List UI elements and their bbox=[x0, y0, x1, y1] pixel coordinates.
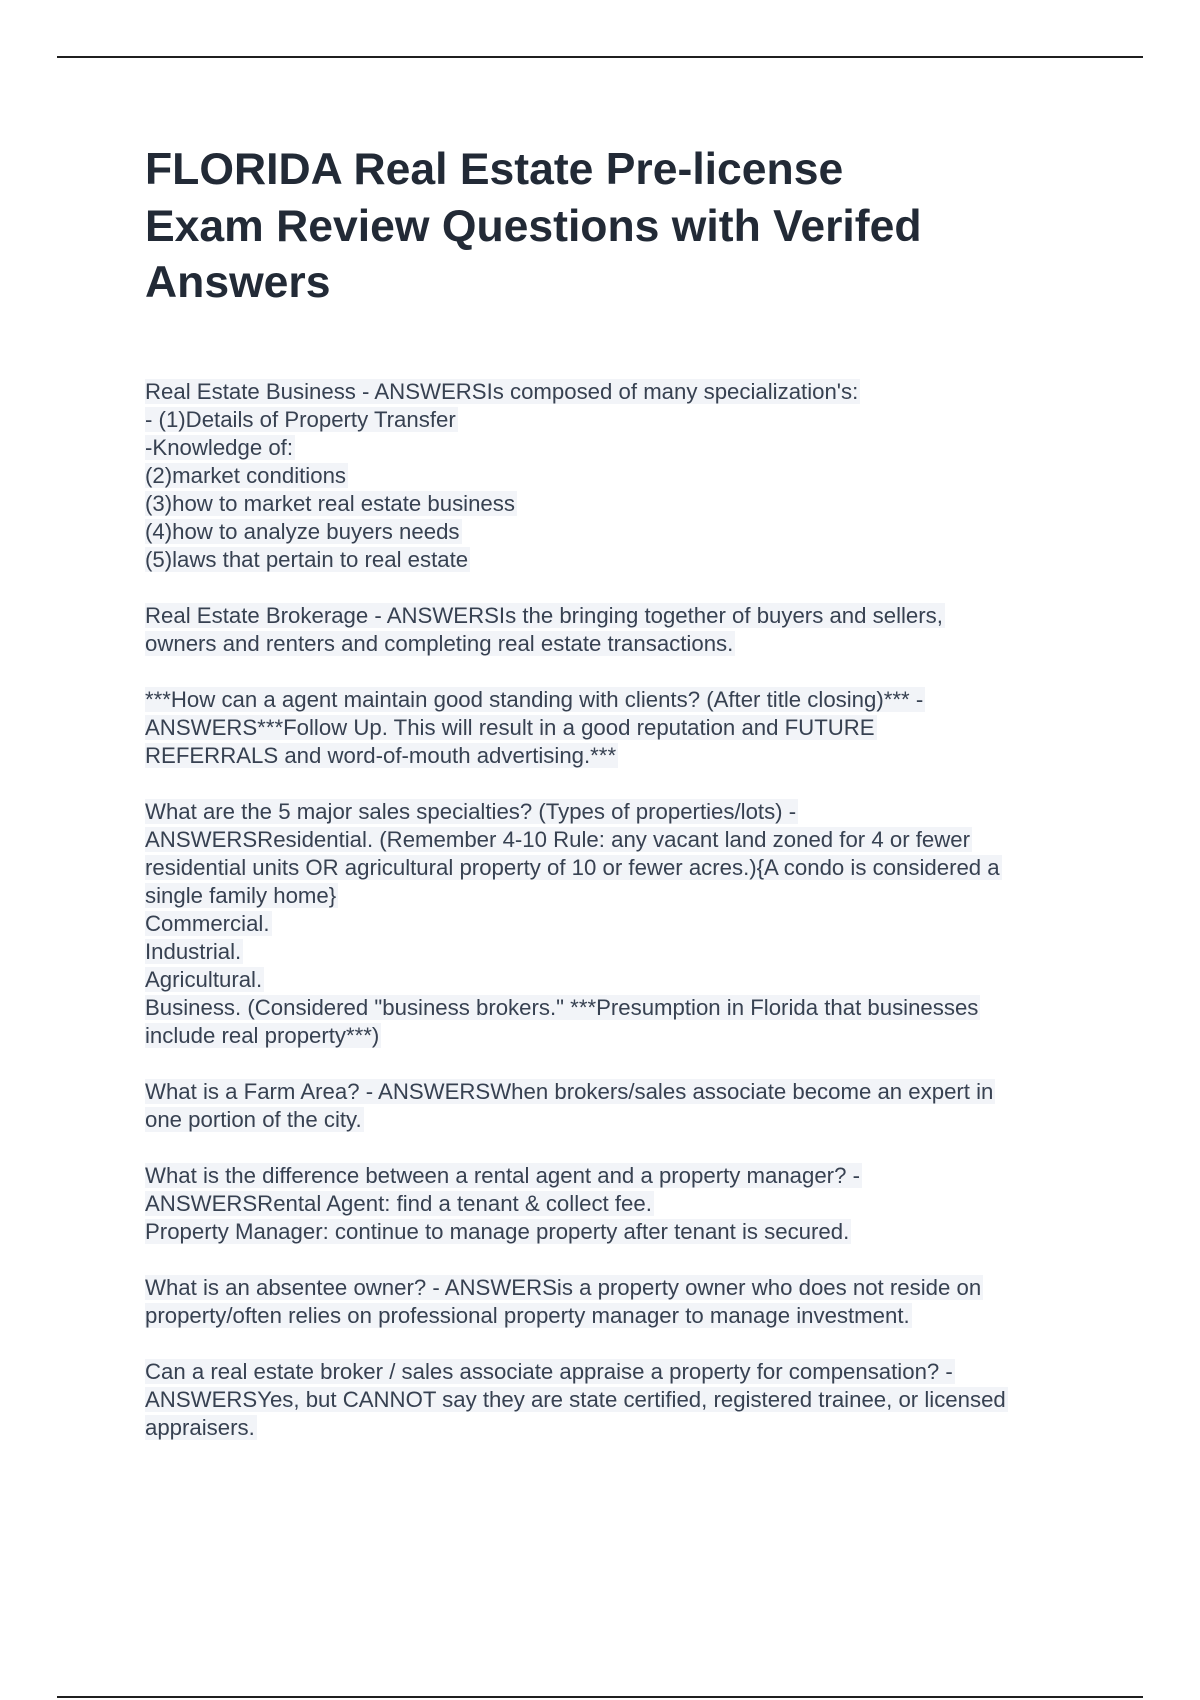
qa-line bbox=[145, 826, 1095, 854]
qa-line bbox=[145, 1302, 1095, 1330]
qa-line-text: (4)how to analyze buyers needs bbox=[145, 518, 460, 544]
qa-entry bbox=[145, 378, 1095, 574]
qa-line-text: What is the difference between a rental agent and a property manager? - bbox=[145, 1162, 860, 1188]
qa-line-text: one portion of the city. bbox=[145, 1106, 362, 1132]
qa-line bbox=[145, 1190, 1095, 1218]
qa-line-text: Business. (Considered "business brokers." ***Presumption in Florida that businesses bbox=[145, 994, 979, 1020]
qa-line-text: ANSWERSYes, but CANNOT say they are state certified, registered trainee, or licensed bbox=[145, 1386, 1006, 1412]
qa-line-text: Commercial. bbox=[145, 910, 270, 936]
bottom-rule bbox=[57, 1696, 1143, 1698]
qa-entry bbox=[145, 1358, 1095, 1442]
qa-list bbox=[145, 378, 1095, 1442]
qa-line bbox=[145, 434, 1095, 462]
qa-line-text: ANSWERS***Follow Up. This will result in a good reputation and FUTURE bbox=[145, 714, 875, 740]
qa-line bbox=[145, 742, 1095, 770]
qa-line bbox=[145, 1386, 1095, 1414]
qa-entry bbox=[145, 798, 1095, 1050]
qa-line bbox=[145, 910, 1095, 938]
qa-line-text: property/often relies on professional property manager to manage investment. bbox=[145, 1302, 910, 1328]
document-title bbox=[145, 142, 1095, 312]
qa-line bbox=[145, 1358, 1095, 1386]
qa-line-text: ANSWERSResidential. (Remember 4-10 Rule: any vacant land zoned for 4 or fewer bbox=[145, 826, 971, 852]
qa-line bbox=[145, 938, 1095, 966]
qa-line-text: Real Estate Brokerage - ANSWERSIs the bringing together of buyers and sellers, bbox=[145, 602, 943, 628]
qa-line-text: ANSWERSRental Agent: find a tenant & collect fee. bbox=[145, 1190, 652, 1216]
qa-line-text: single family home} bbox=[145, 882, 337, 908]
title-line: Exam Review Questions with Verifed bbox=[145, 201, 922, 251]
qa-line-text: Agricultural. bbox=[145, 966, 263, 992]
qa-entry bbox=[145, 1274, 1095, 1330]
qa-line bbox=[145, 462, 1095, 490]
document-body bbox=[145, 142, 1095, 1470]
qa-entry bbox=[145, 686, 1095, 770]
qa-entry bbox=[145, 1162, 1095, 1246]
qa-line bbox=[145, 1078, 1095, 1106]
qa-line bbox=[145, 686, 1095, 714]
qa-line-text: appraisers. bbox=[145, 1414, 255, 1440]
qa-line bbox=[145, 1162, 1095, 1190]
qa-line-text: ***How can a agent maintain good standing with clients? (After title closing)*** - bbox=[145, 686, 924, 712]
qa-line-text: residential units OR agricultural property of 10 or fewer acres.){A condo is considered a bbox=[145, 854, 1000, 880]
qa-line bbox=[145, 1218, 1095, 1246]
qa-line-text: Can a real estate broker / sales associate appraise a property for compensation? - bbox=[145, 1358, 953, 1384]
qa-line bbox=[145, 378, 1095, 406]
top-rule bbox=[57, 56, 1143, 58]
qa-line bbox=[145, 546, 1095, 574]
qa-line-text: What is a Farm Area? - ANSWERSWhen brokers/sales associate become an expert in bbox=[145, 1078, 994, 1104]
title-line: FLORIDA Real Estate Pre-license bbox=[145, 145, 844, 194]
qa-line-text: Industrial. bbox=[145, 938, 242, 964]
qa-line bbox=[145, 882, 1095, 910]
qa-line bbox=[145, 630, 1095, 658]
qa-line bbox=[145, 1022, 1095, 1050]
qa-line-text: What are the 5 major sales specialties? (Types of properties/lots) - bbox=[145, 798, 797, 824]
title-line: Answers bbox=[145, 258, 331, 307]
qa-line-text: (3)how to market real estate business bbox=[145, 490, 515, 516]
qa-line bbox=[145, 1106, 1095, 1134]
qa-line bbox=[145, 1274, 1095, 1302]
qa-line bbox=[145, 854, 1095, 882]
qa-line-text: owners and renters and completing real estate transactions. bbox=[145, 630, 734, 656]
qa-line-text: -Knowledge of: bbox=[145, 434, 294, 460]
qa-line bbox=[145, 798, 1095, 826]
qa-line bbox=[145, 1414, 1095, 1442]
qa-entry bbox=[145, 1078, 1095, 1134]
qa-line bbox=[145, 966, 1095, 994]
qa-line bbox=[145, 406, 1095, 434]
qa-line bbox=[145, 490, 1095, 518]
qa-line-text: What is an absentee owner? - ANSWERSis a property owner who does not reside on bbox=[145, 1274, 982, 1300]
qa-entry bbox=[145, 602, 1095, 658]
qa-line-text: - (1)Details of Property Transfer bbox=[145, 406, 456, 432]
qa-line bbox=[145, 714, 1095, 742]
qa-line-text: (2)market conditions bbox=[145, 462, 346, 488]
qa-line bbox=[145, 994, 1095, 1022]
qa-line-text: Real Estate Business - ANSWERSIs composed of many specialization's: bbox=[145, 378, 859, 404]
qa-line-text: include real property***) bbox=[145, 1022, 380, 1048]
qa-line bbox=[145, 602, 1095, 630]
qa-line-text: Property Manager: continue to manage property after tenant is secured. bbox=[145, 1218, 850, 1244]
qa-line bbox=[145, 518, 1095, 546]
qa-line-text: (5)laws that pertain to real estate bbox=[145, 546, 469, 572]
qa-line-text: REFERRALS and word-of-mouth advertising.*** bbox=[145, 742, 617, 768]
